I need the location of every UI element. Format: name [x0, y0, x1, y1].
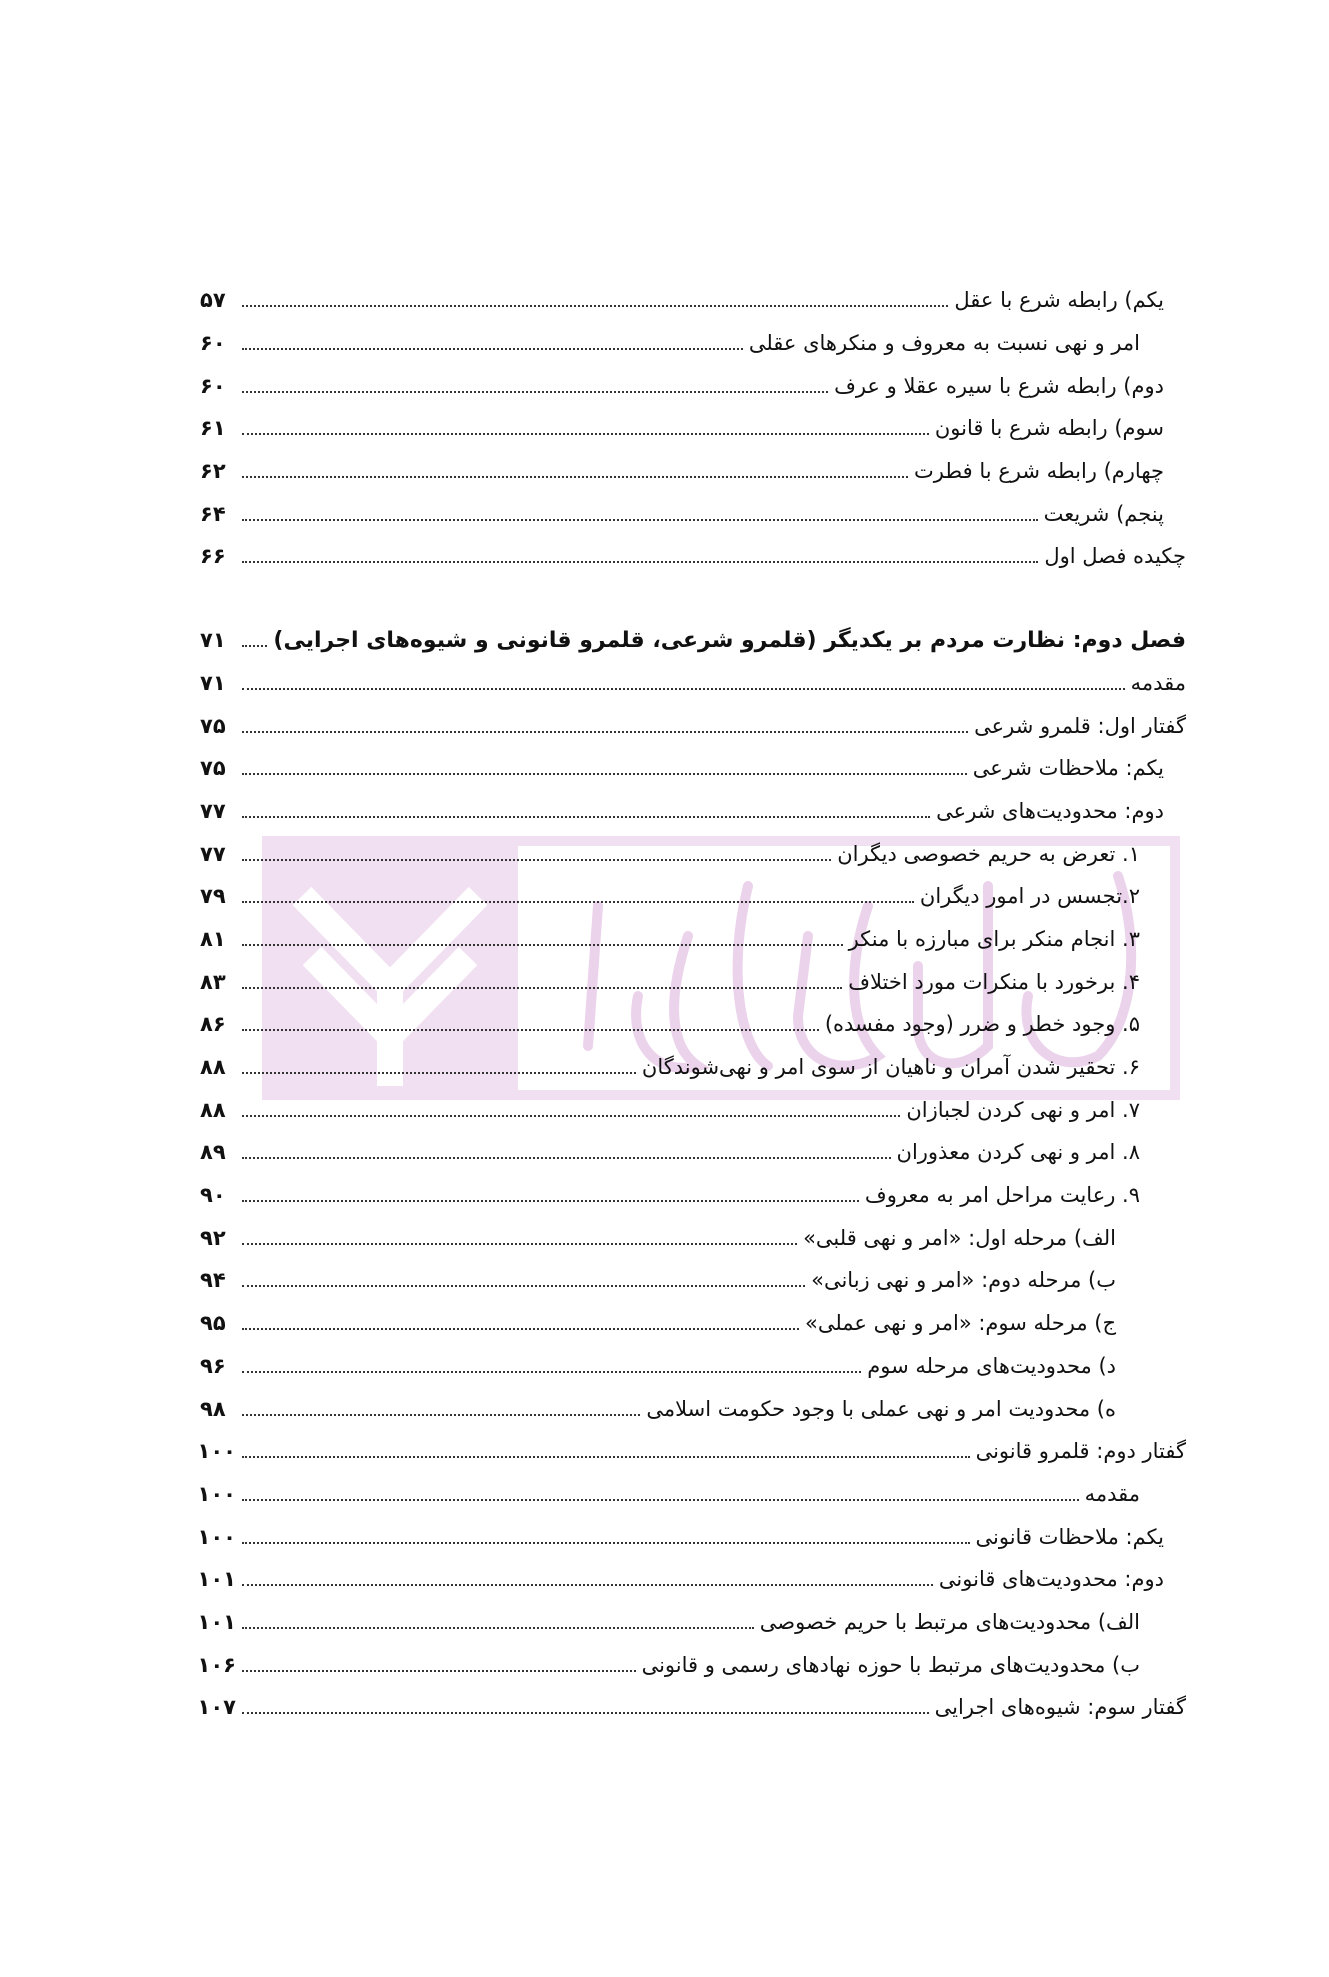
page-number: ۱۰۰	[197, 1524, 236, 1549]
dot-leader	[242, 1157, 891, 1159]
entry-title: امر و نهی نسبت به معروف و منکرهای عقلی	[748, 331, 1140, 356]
chapter-heading-entry[interactable]	[200, 619, 1186, 662]
toc-entry[interactable]	[200, 407, 1186, 450]
page-number: ۱۰۱	[197, 1567, 236, 1592]
entry-title: الف) مرحله اول: «امر و نهی قلبی»	[803, 1225, 1116, 1250]
page-number: ۸۶	[200, 1012, 226, 1037]
toc-entry[interactable]	[200, 1003, 1186, 1046]
entry-title: ه) محدودیت امر و نهی عملی با وجود حکومت اسلامی	[646, 1396, 1116, 1421]
toc-entry[interactable]	[197, 1686, 1186, 1729]
toc-entry[interactable]	[200, 1259, 1186, 1302]
toc-entry[interactable]	[200, 790, 1186, 833]
toc-entry[interactable]	[200, 832, 1186, 875]
dot-leader	[242, 476, 908, 478]
entry-title: گفتار اول: قلمرو شرعی	[974, 713, 1186, 738]
dot-leader	[242, 859, 831, 861]
toc-entry[interactable]	[200, 704, 1186, 747]
dot-leader	[242, 645, 267, 647]
toc-entry[interactable]	[200, 662, 1186, 705]
dot-leader	[242, 1456, 970, 1458]
entry-title: ۷. امر و نهی کردن لجبازان	[906, 1097, 1140, 1122]
entry-title: ۲.تجسس در امور دیگران	[919, 884, 1140, 909]
dot-leader	[242, 1243, 797, 1245]
dot-leader	[242, 1670, 636, 1672]
dot-leader	[242, 816, 930, 818]
entry-title: پنجم) شریعت	[1043, 501, 1164, 526]
entry-title: چهارم) رابطه شرع با فطرت	[914, 459, 1164, 484]
page-number: ۶۲	[200, 459, 226, 484]
entry-title: ۱. تعرض به حریم خصوصی دیگران	[837, 841, 1140, 866]
page-number: ۶۶	[200, 544, 226, 569]
toc-entry[interactable]	[197, 1601, 1186, 1644]
dot-leader	[242, 1627, 754, 1629]
page-number: ۱۰۱	[197, 1609, 236, 1634]
toc-entry[interactable]	[200, 322, 1186, 365]
toc-entry[interactable]	[200, 1131, 1186, 1174]
toc-entry[interactable]	[200, 492, 1186, 535]
dot-leader	[242, 987, 842, 989]
page-number: ۷۵	[200, 756, 226, 781]
dot-leader	[242, 1499, 1079, 1501]
entry-title: ب) محدودیت‌های مرتبط با حوزه نهادهای رسمی و قانونی	[641, 1652, 1140, 1677]
entry-title: ۶. تحقیر شدن آمران و ناهیان از سوی امر و نهی‌شوندگان	[641, 1055, 1140, 1080]
dot-leader	[242, 519, 1038, 521]
toc-entry[interactable]	[197, 1473, 1186, 1516]
page-number: ۸۸	[200, 1097, 226, 1122]
page-number: ۵۷	[200, 288, 226, 313]
toc-entry[interactable]	[197, 1643, 1186, 1686]
dot-leader	[242, 348, 743, 350]
entry-title: یکم: ملاحظات شرعی	[972, 756, 1164, 781]
page-number: ۱۰۰	[197, 1481, 236, 1506]
toc-entry[interactable]	[200, 747, 1186, 790]
dot-leader	[242, 305, 948, 307]
toc-entry[interactable]	[197, 1430, 1186, 1473]
dot-leader	[242, 1371, 861, 1373]
toc-entry[interactable]	[200, 1088, 1186, 1131]
page-number: ۶۰	[200, 373, 226, 398]
toc-entry[interactable]	[200, 1174, 1186, 1217]
dot-leader	[242, 901, 914, 903]
entry-title: دوم: محدودیت‌های قانونی	[938, 1567, 1164, 1592]
toc-entry[interactable]	[200, 1387, 1186, 1430]
dot-leader	[242, 1072, 636, 1074]
dot-leader	[242, 1029, 819, 1031]
page-number: ۷۷	[200, 798, 226, 823]
entry-title: ۵. وجود خطر و ضرر (وجود مفسده)	[824, 1012, 1140, 1037]
entry-title: ب) مرحله دوم: «امر و نهی زبانی»	[811, 1268, 1116, 1293]
entry-title: ۴. برخورد با منکرات مورد اختلاف	[848, 969, 1140, 994]
entry-title: الف) محدودیت‌های مرتبط با حریم خصوصی	[759, 1609, 1140, 1634]
toc-entry[interactable]	[200, 450, 1186, 493]
toc-entry[interactable]	[197, 1515, 1186, 1558]
page-number: ۹۰	[200, 1183, 226, 1208]
entry-title: ۸. امر و نهی کردن معذوران	[896, 1140, 1140, 1165]
page-number: ۱۰۶	[197, 1652, 236, 1677]
toc-entry[interactable]	[200, 960, 1186, 1003]
page-number: ۸۳	[200, 969, 226, 994]
entry-title: گفتار دوم: قلمرو قانونی	[975, 1439, 1186, 1464]
entry-title: فصل دوم: نظارت مردم بر یکدیگر (قلمرو شرعی، قلمرو قانونی و شیوه‌های اجرایی)	[273, 627, 1186, 653]
entry-title: مقدمه	[1084, 1481, 1140, 1506]
page-number: ۱۰۰	[197, 1439, 236, 1464]
toc-entry[interactable]	[200, 364, 1186, 407]
page-number: ۷۵	[200, 713, 226, 738]
page-number: ۶۴	[200, 501, 226, 526]
dot-leader	[242, 1712, 929, 1714]
page-number: ۷۷	[200, 841, 226, 866]
dot-leader	[242, 391, 828, 393]
toc-entry[interactable]	[200, 1302, 1186, 1345]
dot-leader	[242, 1542, 970, 1544]
dot-leader	[242, 561, 1038, 563]
table-of-contents	[197, 279, 1186, 1729]
page-number: ۸۸	[200, 1055, 226, 1080]
entry-title: ج) مرحله سوم: «امر و نهی عملی»	[804, 1311, 1116, 1336]
toc-entry[interactable]	[200, 535, 1186, 578]
toc-entry[interactable]	[200, 1345, 1186, 1388]
page-number: ۹۶	[200, 1353, 226, 1378]
entry-title: یکم) رابطه شرع با عقل	[954, 288, 1164, 313]
entry-title: دوم: محدودیت‌های شرعی	[936, 798, 1164, 823]
entry-title: د) محدودیت‌های مرحله سوم	[867, 1353, 1116, 1378]
dot-leader	[242, 1584, 933, 1586]
toc-entry[interactable]	[200, 279, 1186, 322]
page-number: ۹۴	[200, 1268, 226, 1293]
entry-title: سوم) رابطه شرع با قانون	[934, 416, 1164, 441]
dot-leader	[242, 688, 1125, 690]
page-number: ۷۱	[200, 670, 226, 695]
toc-entry[interactable]	[200, 1216, 1186, 1259]
toc-entry[interactable]	[200, 918, 1186, 961]
page-number: ۷۹	[200, 884, 226, 909]
toc-entry[interactable]	[200, 1046, 1186, 1089]
entry-title: گفتار سوم: شیوه‌های اجرایی	[934, 1695, 1186, 1720]
entry-title: مقدمه	[1130, 670, 1186, 695]
entry-title: ۹. رعایت مراحل امر به معروف	[864, 1183, 1140, 1208]
page-number: ۱۰۷	[197, 1695, 236, 1720]
toc-entry[interactable]	[200, 875, 1186, 918]
dot-leader	[242, 773, 967, 775]
dot-leader	[242, 731, 968, 733]
entry-title: دوم) رابطه شرع با سیره عقلا و عرف	[834, 373, 1164, 398]
dot-leader	[242, 1414, 640, 1416]
dot-leader	[242, 1285, 805, 1287]
entry-title: یکم: ملاحظات قانونی	[975, 1524, 1164, 1549]
dot-leader	[242, 1115, 900, 1117]
page-number: ۷۱	[200, 628, 226, 653]
page-number: ۶۱	[200, 416, 226, 441]
page-number: ۸۹	[200, 1140, 226, 1165]
page-number: ۶۰	[200, 331, 226, 356]
dot-leader	[242, 1328, 799, 1330]
entry-title: ۳. انجام منکر برای مبارزه با منکر	[848, 926, 1140, 951]
entry-title: چکیده فصل اول	[1044, 544, 1186, 569]
toc-entry[interactable]	[197, 1558, 1186, 1601]
dot-leader	[242, 1200, 859, 1202]
dot-leader	[242, 433, 929, 435]
page-number: ۹۲	[200, 1225, 226, 1250]
page-number: ۸۱	[200, 926, 226, 951]
page-number: ۹۵	[200, 1311, 226, 1336]
dot-leader	[242, 944, 843, 946]
page-number: ۹۸	[200, 1396, 226, 1421]
